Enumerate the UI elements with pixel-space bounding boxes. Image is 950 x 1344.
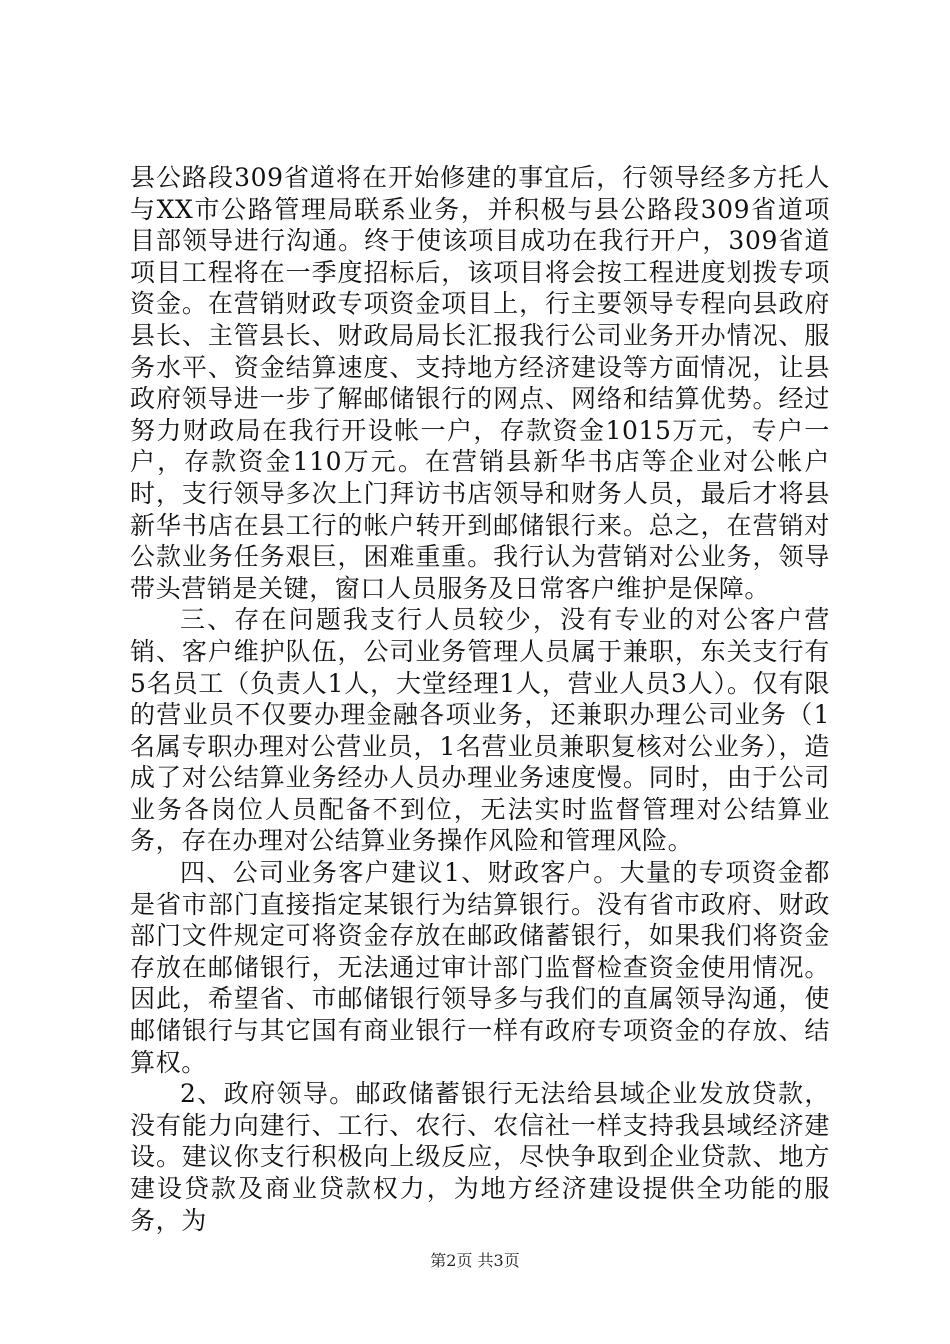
paragraph-4: 2、政府领导。邮政储蓄银行无法给县域企业发放贷款，没有能力向建行、工行、农行、农信社一样支持我县域经济建设。建议你支行积极向上级反应，尽快争取到企业贷款、地方建设贷款及商业贷款权力，为地方经济建设提供全功能的服务，为 [130,1079,830,1235]
paragraph-1: 县公路段309省道将在开始修建的事宜后，行领导经多方托人与XX市公路管理局联系业务，并积极与县公路段309省道项目部领导进行沟通。终于使该项目成功在我行开户，309省道项目工程将在一季度招标后，该项目将会按工程进度划拨专项资金。在营销财政专项资金项目上，行主要领导专程向县政府县长、主管县长、财政局局长汇报我行公司业务开办情况、服务水平、资金结算速度、支持地方经济建设等方面情况，让县政府领导进一步了解邮储银行的网点、网络和结算优势。经过努力财政局在我行开设帐一户，存款资金1015万元，专户一户，存款资金110万元。在营销县新华书店等企业对公帐户时，支行领导多次上门拜访书店领导和财务人员，最后才将县新华书店在县工行的帐户转开到邮储银行来。总之，在营销对公款业务任务艰巨，困难重重。我行认为营销对公业务，领导带头营销是关键，窗口人员服务及日常客户维护是保障。 [130,163,830,603]
paragraph-3: 四、公司业务客户建议1、财政客户。大量的专项资金都是省市部门直接指定某银行为结算银行。没有省市政府、财政部门文件规定可将资金存放在邮政储蓄银行，如果我们将资金存放在邮储银行，无法通过审计部门监督检查资金使用情况。因此，希望省、市邮储银行领导多与我们的直属领导沟通，使邮储银行与其它国有商业银行一样有政府专项资金的存放、结算权。 [130,858,830,1077]
page-number-footer: 第2页 共3页 [430,1251,520,1270]
document-body [130,162,830,1236]
paragraph-2: 三、存在问题我支行人员较少，没有专业的对公客户营销、客户维护队伍，公司业务管理人员属于兼职，东关支行有5名员工（负责人1人，大堂经理1人，营业人员3人）。仅有限的营业员不仅要办理金融各项业务，还兼职办理公司业务（1名属专职办理对公营业员，1名营业员兼职复核对公业务），造成了对公结算业务经办人员办理业务速度慢。同时，由于公司业务各岗位人员配备不到位，无法实时监督管理对公结算业务，存在办理对公结算业务操作风险和管理风险。 [130,605,830,856]
